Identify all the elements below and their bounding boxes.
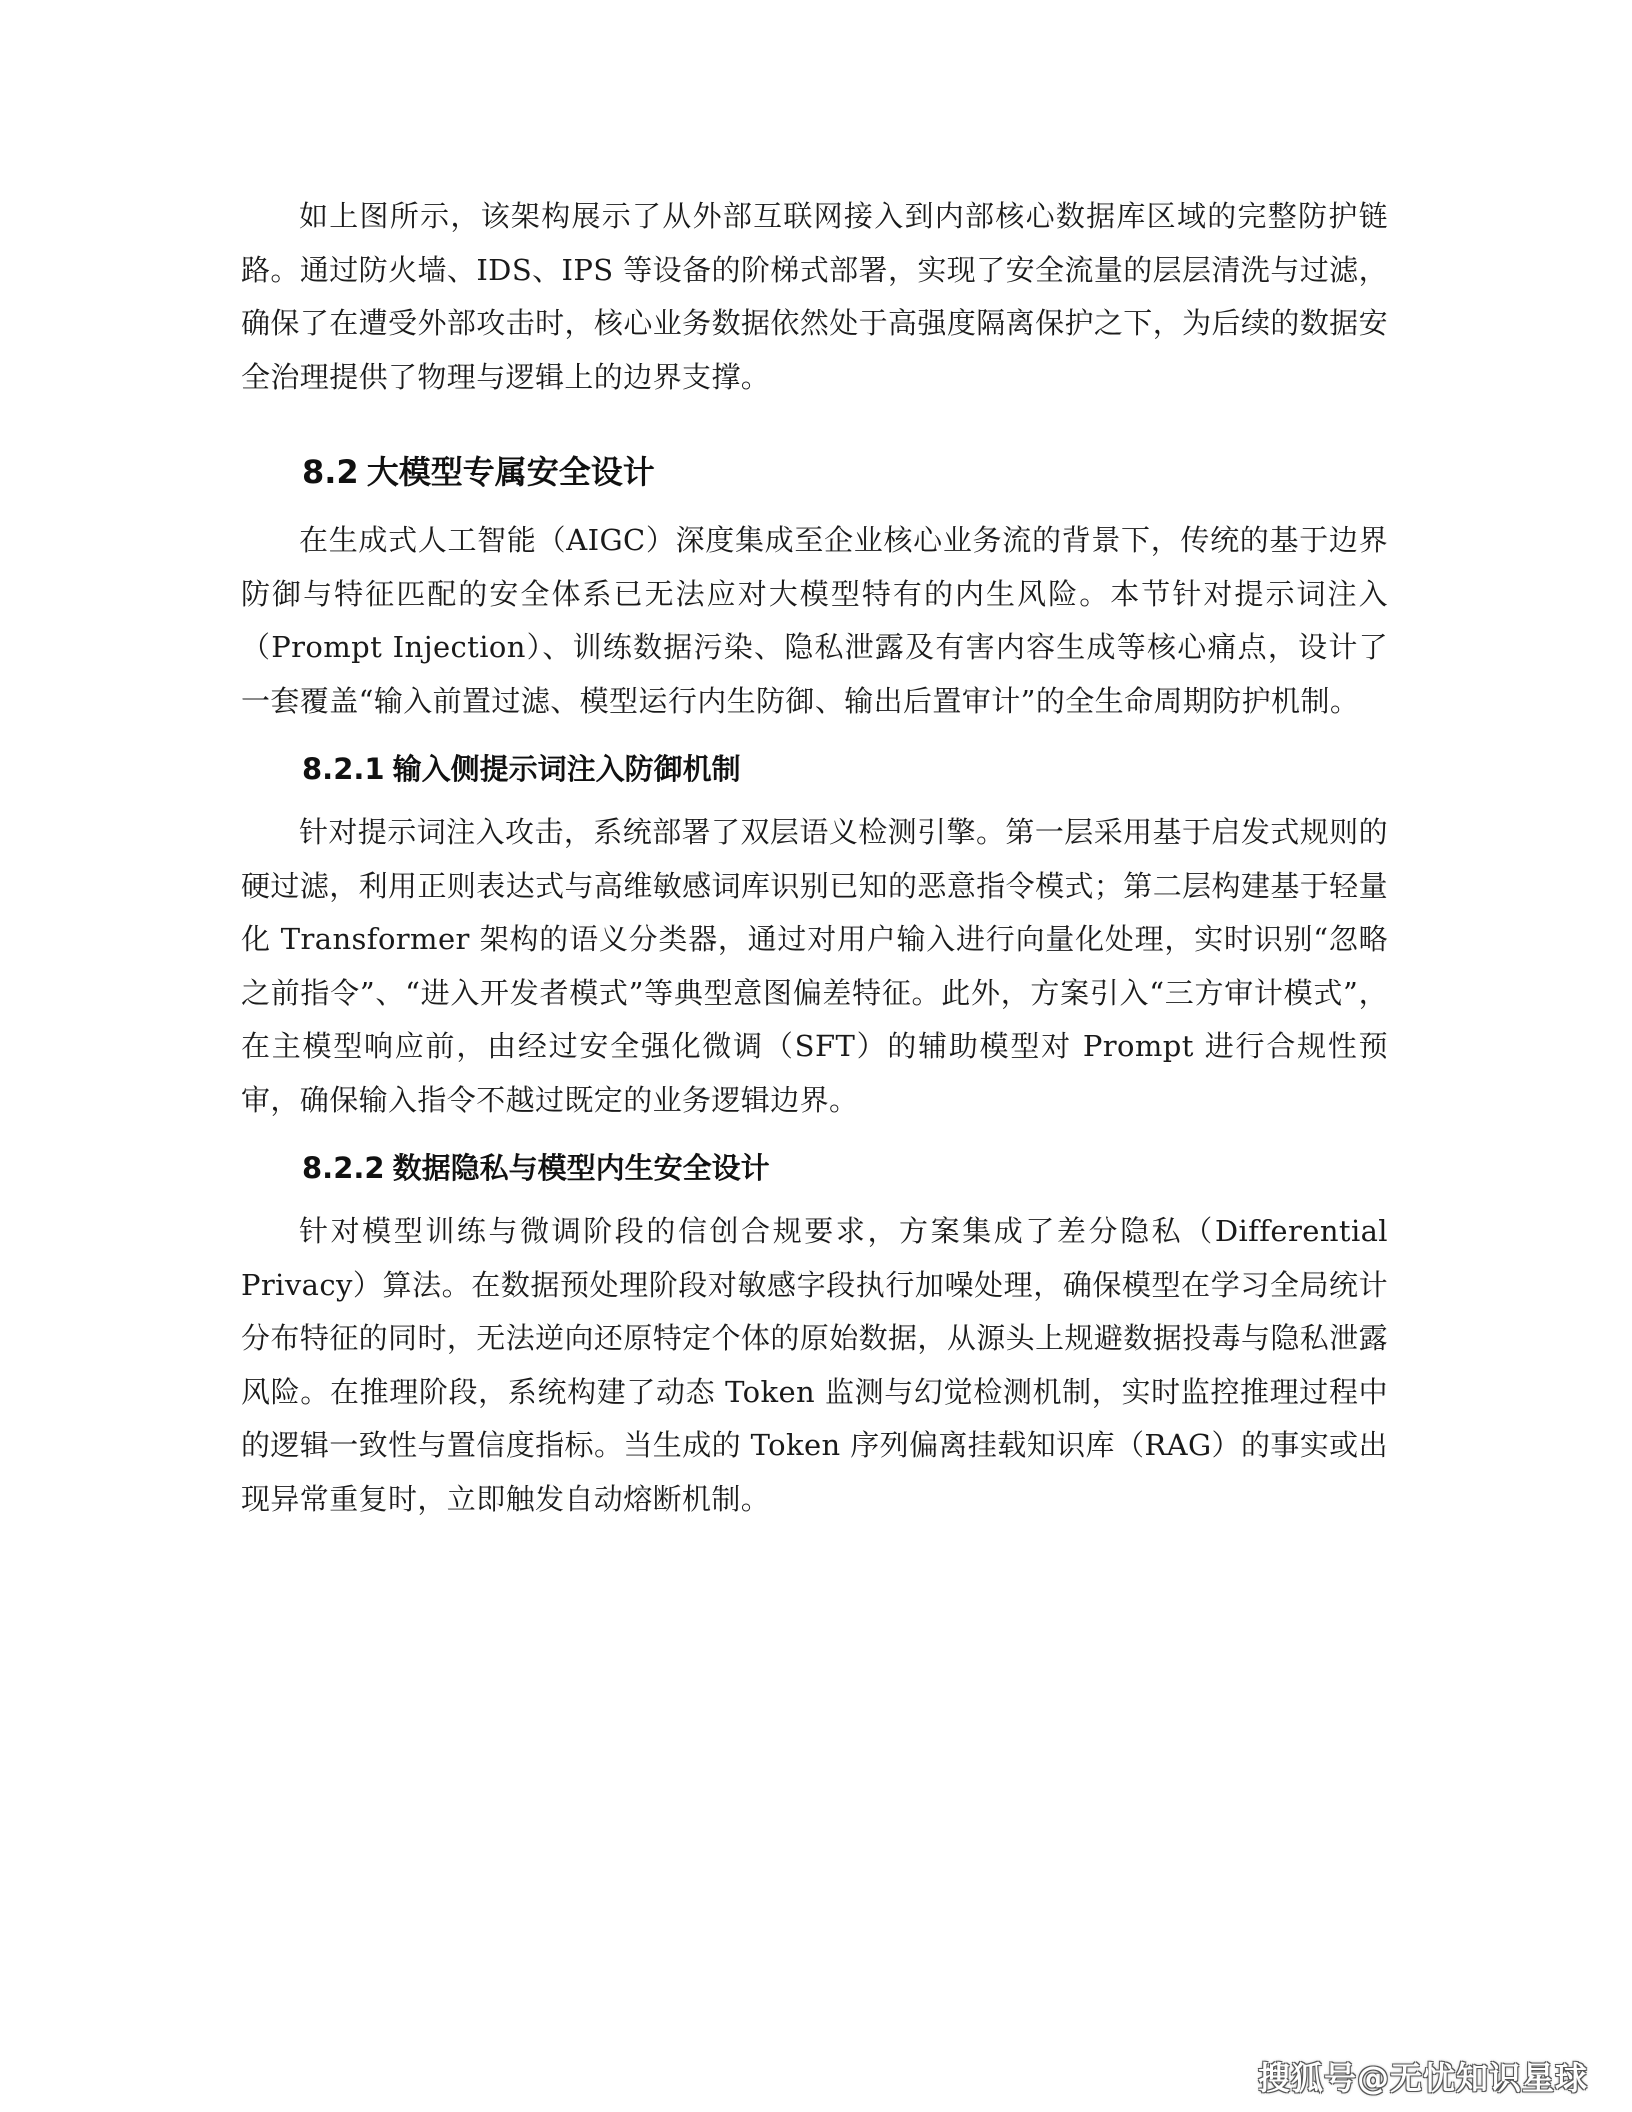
subsection-number: 8.2.1 <box>302 752 385 786</box>
body-paragraph: 针对提示词注入攻击，系统部署了双层语义检测引擎。第一层采用基于启发式规则的硬过滤，利用正则表达式与高维敏感词库识别已知的恶意指令模式；第二层构建基于轻量化 Transformer 架构的语义分类器，通过对用户输入进行向量化处理，实时识别“忽略之前指令”、“进入开发者模式”等典型意图偏差特征。此外，方案引入“三方审计模式”，在主模型响应前，由经过安全强化微调（SFT）的辅助模型对 Prompt 进行合规性预审，确保输入指令不越过既定的业务逻辑边界。 <box>241 815 1388 1117</box>
section-heading <box>241 448 1388 496</box>
document-page <box>241 190 1388 1526</box>
section-title: 大模型专属安全设计 <box>366 453 655 491</box>
subsection-heading <box>241 1145 1388 1191</box>
section-number: 8.2 <box>302 453 359 491</box>
subsection-number: 8.2.2 <box>302 1151 385 1185</box>
subsection-title: 输入侧提示词注入防御机制 <box>392 752 741 786</box>
subsection-heading <box>241 746 1388 792</box>
body-paragraph: 针对模型训练与微调阶段的信创合规要求，方案集成了差分隐私（Differential Privacy）算法。在数据预处理阶段对敏感字段执行加噪处理，确保模型在学习全局统计分布特征的同时，无法逆向还原特定个体的原始数据，从源头上规避数据投毒与隐私泄露风险。在推理阶段，系统构建了动态 Token 监测与幻觉检测机制，实时监控推理过程中的逻辑一致性与置信度指标。当生成的 Token 序列偏离挂载知识库（RAG）的事实或出现异常重复时，立即触发自动熔断机制。 <box>241 1214 1388 1516</box>
subsection-title: 数据隐私与模型内生安全设计 <box>392 1151 770 1185</box>
watermark: 搜狐号@无忧知识星球 <box>1257 2059 1588 2097</box>
body-paragraph: 如上图所示，该架构展示了从外部互联网接入到内部核心数据库区域的完整防护链路。通过防火墙、IDS、IPS 等设备的阶梯式部署，实现了安全流量的层层清洗与过滤，确保了在遭受外部攻击时，核心业务数据依然处于高强度隔离保护之下，为后续的数据安全治理提供了物理与逻辑上的边界支撑。 <box>241 199 1388 394</box>
body-paragraph: 在生成式人工智能（AIGC）深度集成至企业核心业务流的背景下，传统的基于边界防御与特征匹配的安全体系已无法应对大模型特有的内生风险。本节针对提示词注入（Prompt Injection）、训练数据污染、隐私泄露及有害内容生成等核心痛点，设计了一套覆盖“输入前置过滤、模型运行内生防御、输出后置审计”的全生命周期防护机制。 <box>241 523 1388 718</box>
